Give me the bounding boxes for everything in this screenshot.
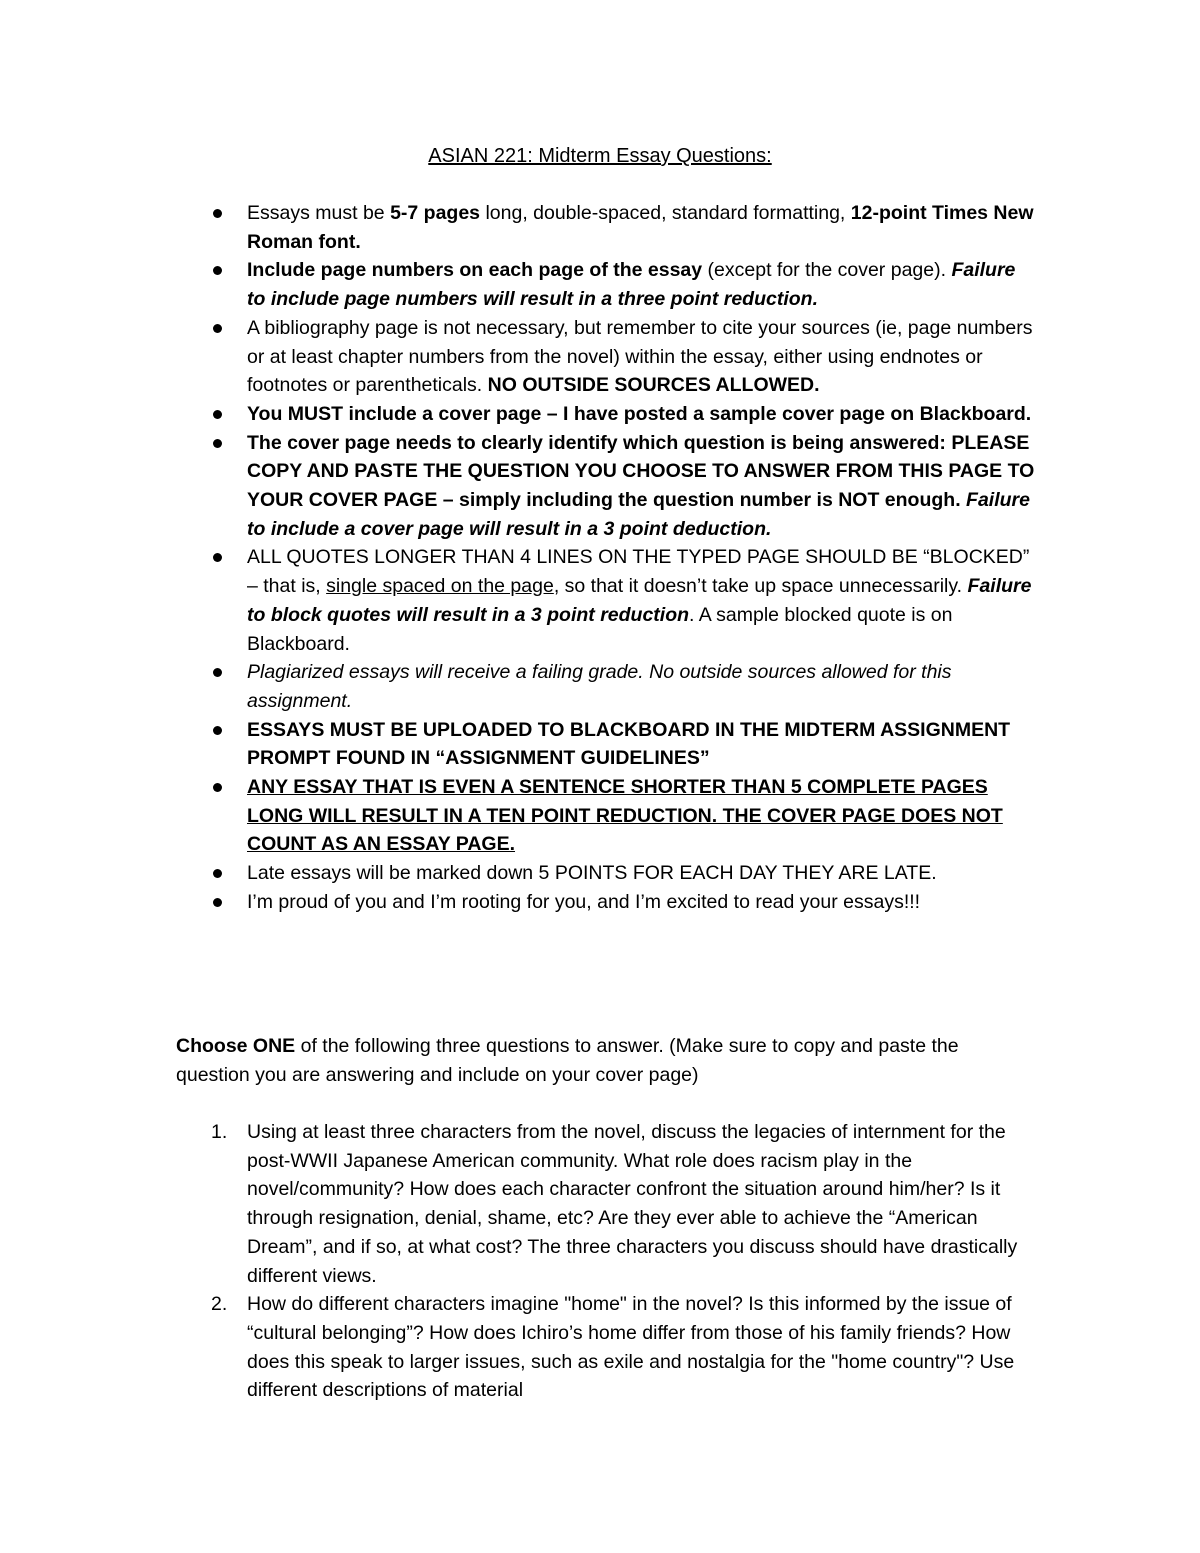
- text-run: of the following three questions to answer. (Make sure to copy and paste the question you are answering and include on your cover page): [176, 1035, 959, 1086]
- rule-text: [247, 719, 1010, 770]
- question-item: [176, 1118, 1036, 1290]
- bullet-icon: [213, 209, 222, 218]
- bullet-icon: [213, 898, 222, 907]
- bullet-icon: [213, 869, 222, 878]
- question-number: 2.: [211, 1293, 228, 1316]
- text-run: Include page numbers on each page of the essay: [247, 259, 703, 282]
- text-run: Late essays will be marked down 5 POINTS FOR EACH DAY THEY ARE LATE.: [247, 862, 937, 885]
- bullet-icon: [213, 726, 222, 735]
- question-item: [176, 1290, 1036, 1405]
- text-run: . A sample blocked quote is on Blackboard.: [247, 603, 953, 655]
- list-item: [176, 859, 1036, 888]
- list-item: [176, 314, 1036, 400]
- text-run: Choose ONE: [176, 1035, 296, 1057]
- list-item: [176, 543, 1036, 658]
- text-run: (except for the cover page).: [702, 259, 952, 282]
- rule-text: [247, 546, 1031, 654]
- list-item: [176, 888, 1036, 917]
- rule-text: [247, 776, 1003, 855]
- question-text: How do different characters imagine "home" in the novel? Is this informed by the issue of “cultural belonging”? How does Ichiro’s home differ from those of his family friends? How does this speak to larger issues, such as exile and nostalgia for the "home country"? Use different descriptions of material: [247, 1293, 1015, 1402]
- text-run: You MUST include a cover page – I have posted a sample cover page on Blackboard.: [247, 402, 1032, 425]
- text-run: ESSAYS MUST BE UPLOADED TO BLACKBOARD IN THE MIDTERM ASSIGNMENT PROMPT FOUND IN “ASSIGNMENT GUIDELINES”: [247, 718, 1011, 770]
- text-run: 12-point Times New Roman font.: [247, 202, 1034, 253]
- text-run: A bibliography page is not necessary, but remember to cite your sources (ie, page numbers or at least chapter numbers from the novel) within the essay, either using endnotes or footnotes or parentheticals.: [247, 316, 1033, 397]
- bullet-icon: [213, 783, 222, 792]
- list-item: [176, 773, 1036, 859]
- question-number: 1.: [211, 1121, 228, 1143]
- text-run: 5-7 pages: [390, 202, 481, 224]
- text-run: , so that it doesn’t take up space unnecessarily.: [553, 575, 968, 598]
- rule-text: [247, 202, 1034, 253]
- rule-text: [247, 862, 937, 884]
- bullet-icon: [213, 668, 222, 677]
- text-run: Failure to block quotes will result in a 3 point reduction: [247, 575, 1032, 626]
- question-text: Using at least three characters from the novel, discuss the legacies of internment for the post-WWII Japanese American community. What role does racism play in the novel/community? How does each character confront the situation around him/her? Is it through resignation, denial, shame, etc? Are they ever able to achieve the “American Dream”, and if so, at what cost? The three characters you discuss should have drastically different views.: [247, 1121, 1018, 1287]
- list-item: [176, 716, 1036, 773]
- text-run: Failure to include page numbers will result in a three point reduction.: [247, 259, 1016, 311]
- text-run: ANY ESSAY THAT IS EVEN A SENTENCE SHORTER THAN 5 COMPLETE PAGES LONG WILL RESULT IN A TEN POINT REDUCTION. THE COVER PAGE DOES NOT COUNT AS AN ESSAY PAGE.: [247, 776, 1003, 856]
- text-run: Plagiarized essays will receive a failing grade. No outside sources allowed for this assignment.: [247, 661, 952, 712]
- rule-text: [247, 259, 1015, 310]
- document-title: ASIAN 221: Midterm Essay Questions:: [428, 145, 772, 167]
- bullet-icon: [213, 410, 222, 419]
- text-run: long, double-spaced, standard formatting,: [480, 202, 851, 224]
- rule-text: [247, 891, 920, 913]
- list-item: [176, 429, 1036, 544]
- questions-list: [176, 1118, 1036, 1405]
- list-item: [176, 658, 1036, 715]
- bullet-icon: [213, 553, 222, 562]
- bullet-icon: [213, 266, 222, 275]
- rules-list: [176, 199, 1036, 917]
- list-item: [176, 256, 1036, 313]
- text-run: Essays must be: [247, 202, 391, 224]
- rule-text: [247, 432, 1034, 540]
- text-run: The cover page needs to clearly identify which question is being answered: PLEASE COPY AND PASTE THE QUESTION YOU CHOOSE TO ANSWER FROM THIS PAGE TO YOUR COVER PAGE – simply including the question number is NOT enough.: [247, 431, 1035, 512]
- list-item: [176, 400, 1036, 429]
- text-run: ALL QUOTES LONGER THAN 4 LINES ON THE TYPED PAGE SHOULD BE “BLOCKED” – that is,: [247, 546, 1030, 598]
- list-item: [176, 199, 1036, 256]
- text-run: I’m proud of you and I’m rooting for you, and I’m excited to read your essays!!!: [247, 890, 921, 913]
- bullet-icon: [213, 439, 222, 448]
- choose-instruction: [176, 1032, 1036, 1089]
- bullet-icon: [213, 324, 222, 333]
- rule-text: [247, 661, 952, 712]
- text-run: Failure to include a cover page will result in a 3 point deduction.: [247, 489, 1030, 540]
- text-run: NO OUTSIDE SOURCES ALLOWED.: [487, 374, 820, 397]
- rule-text: [247, 317, 1032, 396]
- rule-text: [247, 403, 1031, 425]
- text-run: single spaced on the page: [326, 575, 554, 598]
